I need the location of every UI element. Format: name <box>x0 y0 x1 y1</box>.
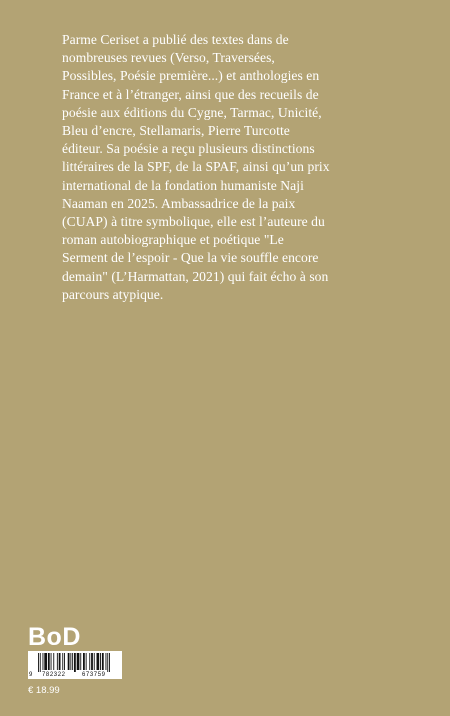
biography-line: poésie aux éditions du Cygne, Tarmac, Unicité, <box>62 104 322 120</box>
biography-line: parcours atypique. <box>62 286 164 302</box>
barcode-bar <box>72 653 73 670</box>
barcode-bar <box>44 653 47 670</box>
barcode-bar <box>64 653 65 670</box>
biography-line: Serment de l’espoir - Que la vie souffle encore <box>62 250 319 266</box>
author-biography <box>62 31 392 304</box>
barcode-bar <box>102 653 104 670</box>
barcode-bar <box>40 653 41 672</box>
barcode-bar <box>107 653 108 672</box>
biography-line: France et à l’étranger, ainsi que des recueils de <box>62 86 319 102</box>
barcode-bar <box>53 653 54 670</box>
biography-line: Possibles, Poésie première...) et anthologies en <box>62 68 320 84</box>
barcode-bar <box>57 653 58 670</box>
isbn-digits <box>28 671 122 679</box>
barcode-bar <box>77 653 80 670</box>
barcode-bar <box>70 653 71 670</box>
barcode-bar <box>48 653 50 670</box>
barcode-bar <box>109 653 110 672</box>
biography-line: roman autobiographique et poétique "Le <box>62 232 284 248</box>
barcode-bars <box>28 651 122 672</box>
biography-line: éditeur. Sa poésie a reçu plusieurs distinctions <box>62 141 315 157</box>
barcode-bar <box>80 653 81 670</box>
barcode-bar <box>89 653 90 670</box>
barcode-bar <box>97 653 100 670</box>
biography-line: Naaman en 2025. Ambassadrice de la paix <box>62 195 296 211</box>
barcode-bar <box>43 653 44 670</box>
isbn-barcode <box>28 651 122 679</box>
isbn-right-group: 673759 <box>82 672 106 678</box>
barcode-bar <box>51 653 52 670</box>
isbn-left-group: 782322 <box>42 672 66 678</box>
barcode-bar <box>100 653 101 670</box>
isbn-first-digit: 9 <box>29 672 33 678</box>
biography-line: Parme Ceriset a publié des textes dans de <box>62 32 289 47</box>
barcode-bar <box>91 653 93 670</box>
barcode-bar <box>83 653 85 670</box>
barcode-bar <box>86 653 87 670</box>
biography-line: international de la fondation humaniste Naji <box>62 177 304 193</box>
barcode-bar <box>38 653 39 672</box>
barcode-bar <box>74 653 76 672</box>
barcode-bar <box>106 653 107 670</box>
publisher-logo: BoD <box>28 623 81 651</box>
barcode-bar <box>62 653 63 670</box>
biography-line: demain" (L’Harmattan, 2021) qui fait écho à son <box>62 268 329 284</box>
biography-line: nombreuses revues (Verso, Traversées, <box>62 50 275 66</box>
biography-line: (CUAP) à titre symbolique, elle est l’auteure du <box>62 214 325 230</box>
biography-line: Bleu d’encre, Stellamaris, Pierre Turcotte <box>62 123 290 139</box>
barcode-bar <box>94 653 95 670</box>
price-label: € 18.99 <box>28 685 60 696</box>
biography-line: littéraires de la SPF, de la SPAF, ainsi qu’un prix <box>62 159 330 175</box>
barcode-bar <box>68 653 70 670</box>
barcode-bar <box>59 653 61 670</box>
